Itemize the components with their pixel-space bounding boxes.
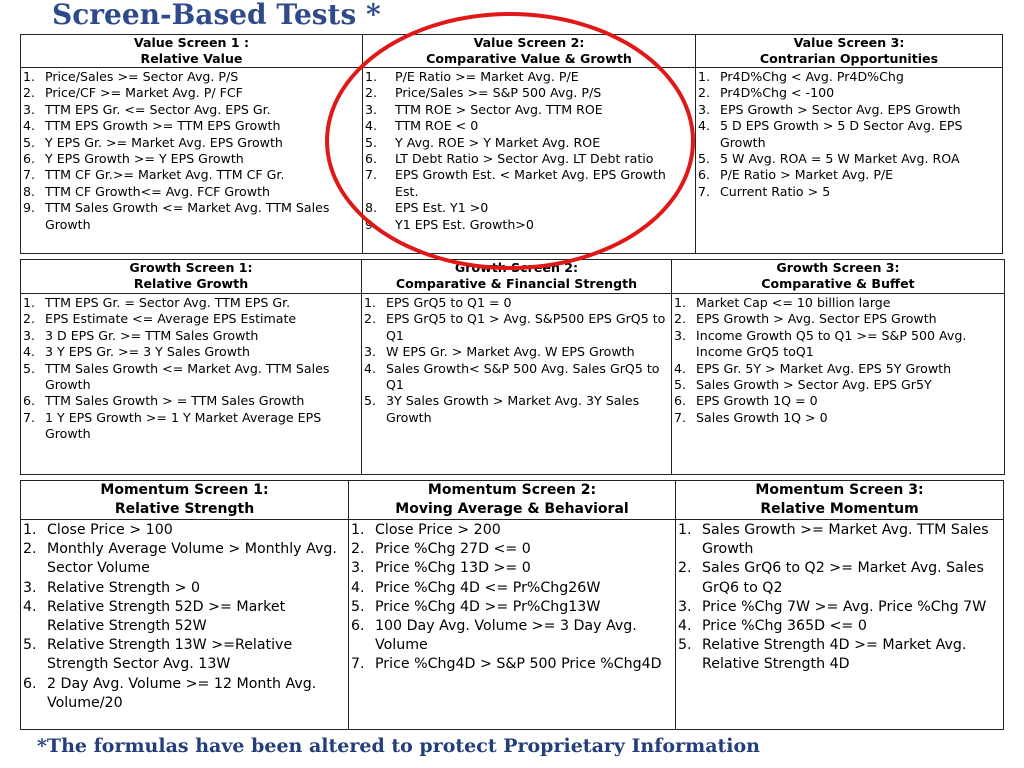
criterion-item — [698, 85, 1000, 101]
criterion-item — [23, 521, 346, 540]
growth-screen-3-header: Growth Screen 3: Comparative & Buffet — [672, 260, 1005, 294]
criterion-text: EPS GrQ5 to Q1 > Avg. S&P500 EPS GrQ5 to Q1 — [386, 311, 666, 343]
criterion-number: 3. — [23, 327, 36, 343]
momentum-screen-1-header: Momentum Screen 1: Relative Strength — [21, 481, 349, 520]
criterion-item — [698, 118, 1000, 151]
growth-screens-table — [20, 259, 1005, 475]
criterion-number: 7. — [698, 183, 711, 199]
criterion-item — [678, 521, 1001, 559]
criterion-item — [351, 521, 673, 540]
criterion-number: 5. — [674, 377, 687, 393]
criterion-item — [23, 410, 359, 443]
criterion-text: EPS Growth Est. < Market Avg. EPS Growth Est. — [395, 167, 666, 199]
criterion-item — [364, 344, 669, 360]
criterion-text: Sales Growth< S&P 500 Avg. Sales GrQ5 to Q1 — [386, 360, 660, 393]
criterion-number: 3. — [698, 101, 711, 117]
criterion-text: 1 Y EPS Growth >= 1 Y Market Average EPS Growth — [45, 409, 322, 442]
momentum-screen-3-criteria — [676, 520, 1004, 730]
criterion-number: 3. — [674, 327, 687, 343]
criterion-number: 1. — [23, 522, 37, 538]
criterion-number: 9. — [365, 216, 378, 232]
criterion-item — [23, 344, 359, 360]
criterion-number: 2. — [23, 311, 36, 327]
criterion-text: Y1 EPS Est. Growth>0 — [395, 216, 534, 232]
criterion-text: Current Ratio > 5 — [720, 183, 831, 199]
criterion-text: EPS Growth > Avg. Sector EPS Growth — [696, 311, 937, 327]
criterion-item — [674, 410, 1002, 426]
criterion-text: EPS Est. Y1 >0 — [395, 200, 489, 216]
criterion-number: 4. — [23, 118, 36, 134]
criterion-item — [365, 135, 693, 151]
criterion-text: Price %Chg 4D <= Pr%Chg26W — [375, 579, 601, 596]
criterion-item — [23, 135, 360, 151]
criterion-text: Price %Chg4D > S&P 500 Price %Chg4D — [375, 656, 662, 673]
criterion-item — [351, 655, 673, 674]
criterion-text: TTM CF Growth<= Avg. FCF Growth — [45, 183, 270, 199]
criterion-item — [23, 184, 360, 200]
criterion-number: 5. — [698, 151, 711, 167]
criterion-item — [23, 328, 359, 344]
criterion-number: 5. — [23, 637, 37, 654]
criterion-text: LT Debt Ratio > Sector Avg. LT Debt ratio — [395, 151, 654, 167]
criterion-text: 5 D EPS Growth > 5 D Sector Avg. EPS Growth — [720, 118, 963, 150]
criterion-number: 3. — [365, 101, 378, 117]
criterion-text: TTM EPS Gr. <= Sector Avg. EPS Gr. — [45, 101, 271, 117]
momentum-screen-2-header: Momentum Screen 2: Moving Average & Behavioral — [349, 481, 676, 520]
criterion-text: 3 Y EPS Gr. >= 3 Y Sales Growth — [45, 344, 250, 360]
criterion-text: Price %Chg 13D >= 0 — [375, 560, 531, 577]
criterion-text: 5 W Avg. ROA = 5 W Market Avg. ROA — [720, 151, 960, 167]
criterion-item — [351, 559, 673, 578]
value-screens-table — [20, 34, 1003, 254]
criterion-text: Pr4D%Chg < Avg. Pr4D%Chg — [720, 69, 904, 84]
criterion-item — [698, 102, 1000, 118]
criterion-number: 8. — [23, 183, 36, 199]
criterion-number: 4. — [23, 344, 36, 360]
criterion-item — [674, 393, 1002, 409]
criterion-number: 2. — [674, 311, 687, 327]
criterion-number: 1. — [698, 69, 711, 84]
criterion-text: Price %Chg 27D <= 0 — [375, 541, 531, 558]
criterion-text: Sales Growth >= Market Avg. TTM Sales Growth — [702, 522, 989, 558]
criterion-number: 3. — [678, 598, 692, 615]
criterion-number: 3. — [23, 579, 37, 596]
criterion-item — [23, 540, 346, 578]
criterion-text: Monthly Average Volume > Monthly Avg. Sector Volume — [47, 541, 337, 577]
criterion-text: TTM Sales Growth > = TTM Sales Growth — [45, 393, 305, 409]
criterion-number: 2. — [365, 85, 378, 101]
criterion-item — [674, 361, 1002, 377]
criterion-text: TTM Sales Growth <= Market Avg. TTM Sales Growth — [45, 200, 330, 232]
criterion-text: TTM EPS Gr. = Sector Avg. TTM EPS Gr. — [45, 295, 291, 310]
criterion-number: 4. — [23, 598, 37, 615]
criterion-item — [365, 102, 693, 118]
criterion-item — [698, 151, 1000, 167]
criterion-item — [351, 579, 673, 598]
value-screen-2-criteria — [363, 68, 696, 254]
criterion-item — [365, 118, 693, 134]
criterion-item — [678, 559, 1001, 597]
criterion-number: 9. — [23, 200, 36, 216]
criterion-number: 7. — [674, 409, 687, 425]
value-screen-3-header: Value Screen 3: Contrarian Opportunities — [696, 35, 1003, 68]
criterion-number: 6. — [23, 151, 36, 167]
criterion-item — [23, 598, 346, 636]
criterion-text: Close Price > 100 — [47, 522, 173, 538]
criterion-text: EPS Estimate <= Average EPS Estimate — [45, 311, 297, 327]
criterion-number: 5. — [364, 393, 377, 409]
criterion-item — [351, 540, 673, 559]
criterion-text: EPS GrQ5 to Q1 = 0 — [386, 295, 512, 310]
criterion-number: 6. — [698, 167, 711, 183]
criterion-item — [674, 377, 1002, 393]
criterion-item — [365, 217, 693, 233]
criterion-text: EPS Growth > Sector Avg. EPS Growth — [720, 101, 961, 117]
criterion-item — [23, 85, 360, 101]
criterion-text: Y EPS Growth >= Y EPS Growth — [45, 151, 244, 167]
criterion-number: 2. — [678, 560, 692, 577]
criterion-text: P/E Ratio > Market Avg. P/E — [720, 167, 894, 183]
criterion-number: 5. — [678, 637, 692, 654]
criterion-number: 2. — [698, 85, 711, 101]
criterion-number: 6. — [674, 393, 687, 409]
criterion-number: 1. — [365, 69, 378, 84]
criterion-item — [678, 636, 1001, 674]
criterion-item — [23, 636, 346, 674]
criterion-text: Relative Strength 13W >=Relative Strength Sector Avg. 13W — [47, 637, 293, 673]
criterion-number: 4. — [351, 579, 365, 596]
criterion-number: 5. — [23, 134, 36, 150]
value-screen-2-header: Value Screen 2: Comparative Value & Growth — [363, 35, 696, 68]
criterion-item — [698, 184, 1000, 200]
page-title: Screen-Based Tests * — [52, 0, 381, 31]
criterion-item — [365, 200, 693, 216]
growth-screen-3-criteria — [672, 294, 1005, 475]
criterion-text: W EPS Gr. > Market Avg. W EPS Growth — [386, 344, 635, 360]
criterion-text: Market Cap <= 10 billion large — [696, 295, 891, 310]
criterion-number: 5. — [351, 598, 365, 615]
criterion-text: 100 Day Avg. Volume >= 3 Day Avg. Volume — [375, 618, 637, 654]
criterion-item — [23, 579, 346, 598]
criterion-text: TTM Sales Growth <= Market Avg. TTM Sales Growth — [45, 360, 330, 393]
criterion-number: 1. — [364, 295, 377, 310]
criterion-item — [698, 167, 1000, 183]
criterion-number: 4. — [674, 360, 687, 376]
criterion-text: 3Y Sales Growth > Market Avg. 3Y Sales Growth — [386, 393, 640, 425]
footnote: *The formulas have been altered to protect Proprietary Information — [37, 735, 760, 757]
criterion-text: TTM ROE > Sector Avg. TTM ROE — [395, 101, 603, 117]
criterion-text: Relative Strength 52D >= Market Relative Strength 52W — [47, 598, 286, 635]
criterion-number: 3. — [23, 101, 36, 117]
criterion-text: Relative Strength 4D >= Market Avg. Relative Strength 4D — [702, 637, 967, 673]
criterion-item — [364, 393, 669, 426]
criterion-item — [365, 85, 693, 101]
criterion-item — [698, 69, 1000, 85]
criterion-number: 2. — [23, 541, 37, 558]
criterion-number: 6. — [23, 393, 36, 409]
criterion-text: TTM CF Gr.>= Market Avg. TTM CF Gr. — [45, 167, 285, 183]
criterion-number: 2. — [23, 85, 36, 101]
criterion-item — [674, 328, 1002, 361]
criterion-number: 3. — [351, 560, 365, 577]
criterion-number: 7. — [23, 167, 36, 183]
criterion-item — [351, 617, 673, 655]
criterion-text: 2 Day Avg. Volume >= 12 Month Avg. Volume/20 — [47, 675, 317, 711]
criterion-number: 5. — [365, 134, 378, 150]
criterion-number: 6. — [351, 618, 365, 635]
value-screen-3-criteria — [696, 68, 1003, 254]
criterion-text: Pr4D%Chg < -100 — [720, 85, 835, 101]
criterion-text: 3 D EPS Gr. >= TTM Sales Growth — [45, 327, 259, 343]
growth-screen-1-criteria — [21, 294, 362, 475]
growth-screen-1-header: Growth Screen 1: Relative Growth — [21, 260, 362, 294]
criterion-text: Close Price > 200 — [375, 522, 501, 538]
criterion-text: Income Growth Q5 to Q1 >= S&P 500 Avg. Income GrQ5 toQ1 — [696, 327, 967, 360]
criterion-item — [23, 361, 359, 394]
criterion-item — [23, 311, 359, 327]
criterion-number: 1. — [23, 295, 36, 310]
criterion-text: P/E Ratio >= Market Avg. P/E — [395, 69, 579, 84]
criterion-item — [674, 311, 1002, 327]
criterion-text: TTM EPS Growth >= TTM EPS Growth — [45, 118, 281, 134]
criterion-number: 2. — [364, 311, 377, 327]
criterion-number: 1. — [674, 295, 687, 310]
criterion-number: 4. — [678, 618, 692, 635]
criterion-item — [23, 393, 359, 409]
momentum-screen-1-criteria — [21, 520, 349, 730]
criterion-text: Sales GrQ6 to Q2 >= Market Avg. Sales GrQ6 to Q2 — [702, 560, 984, 596]
criterion-number: 1. — [23, 69, 36, 84]
criterion-number: 2. — [351, 541, 365, 558]
criterion-text: Y Avg. ROE > Y Market Avg. ROE — [395, 134, 601, 150]
criterion-text: Y EPS Gr. >= Market Avg. EPS Growth — [45, 134, 283, 150]
criterion-item — [365, 151, 693, 167]
criterion-item — [365, 167, 693, 200]
criterion-number: 4. — [364, 360, 377, 376]
value-screen-1-header: Value Screen 1 : Relative Value — [21, 35, 363, 68]
momentum-screen-2-criteria — [349, 520, 676, 730]
criterion-item — [23, 102, 360, 118]
value-screen-1-criteria — [21, 68, 363, 254]
criterion-number: 7. — [365, 167, 378, 183]
criterion-text: EPS Growth 1Q = 0 — [696, 393, 818, 409]
criterion-item — [674, 295, 1002, 311]
criterion-text: Price %Chg 7W >= Avg. Price %Chg 7W — [702, 598, 987, 615]
criterion-text: Sales Growth > Sector Avg. EPS Gr5Y — [696, 377, 932, 393]
criterion-text: EPS Gr. 5Y > Market Avg. EPS 5Y Growth — [696, 360, 952, 376]
momentum-screen-3-header: Momentum Screen 3: Relative Momentum — [676, 481, 1004, 520]
criterion-item — [678, 617, 1001, 636]
criterion-text: Price/Sales >= S&P 500 Avg. P/S — [395, 85, 602, 101]
criterion-number: 7. — [23, 409, 36, 425]
criterion-number: 7. — [351, 656, 365, 673]
criterion-number: 6. — [23, 675, 37, 692]
criterion-item — [23, 675, 346, 713]
criterion-number: 1. — [678, 522, 692, 538]
criterion-item — [364, 311, 669, 344]
criterion-item — [365, 69, 693, 85]
criterion-number: 8. — [365, 200, 378, 216]
criterion-item — [351, 598, 673, 617]
criterion-number: 5. — [23, 360, 36, 376]
criterion-text: Relative Strength > 0 — [47, 579, 201, 596]
criterion-number: 4. — [698, 118, 711, 134]
criterion-text: Sales Growth 1Q > 0 — [696, 409, 828, 425]
growth-screen-2-criteria — [362, 294, 672, 475]
criterion-number: 3. — [364, 344, 377, 360]
criterion-text: Price %Chg 4D >= Pr%Chg13W — [375, 598, 601, 615]
criterion-item — [678, 598, 1001, 617]
criterion-text: Price %Chg 365D <= 0 — [702, 618, 867, 635]
criterion-number: 4. — [365, 118, 378, 134]
criterion-item — [23, 151, 360, 167]
criterion-number: 1. — [351, 522, 365, 538]
criterion-item — [364, 295, 669, 311]
criterion-item — [23, 295, 359, 311]
criterion-text: TTM ROE < 0 — [395, 118, 479, 134]
criterion-number: 6. — [365, 151, 378, 167]
criterion-text: Price/CF >= Market Avg. P/ FCF — [45, 85, 243, 101]
criterion-item — [23, 69, 360, 85]
criterion-item — [23, 118, 360, 134]
growth-screen-2-header: Growth Screen 2: Comparative & Financial Strength — [362, 260, 672, 294]
criterion-item — [23, 200, 360, 233]
momentum-screens-table — [20, 480, 1004, 730]
criterion-text: Price/Sales >= Sector Avg. P/S — [45, 69, 239, 84]
criterion-item — [23, 167, 360, 183]
criterion-item — [364, 361, 669, 394]
